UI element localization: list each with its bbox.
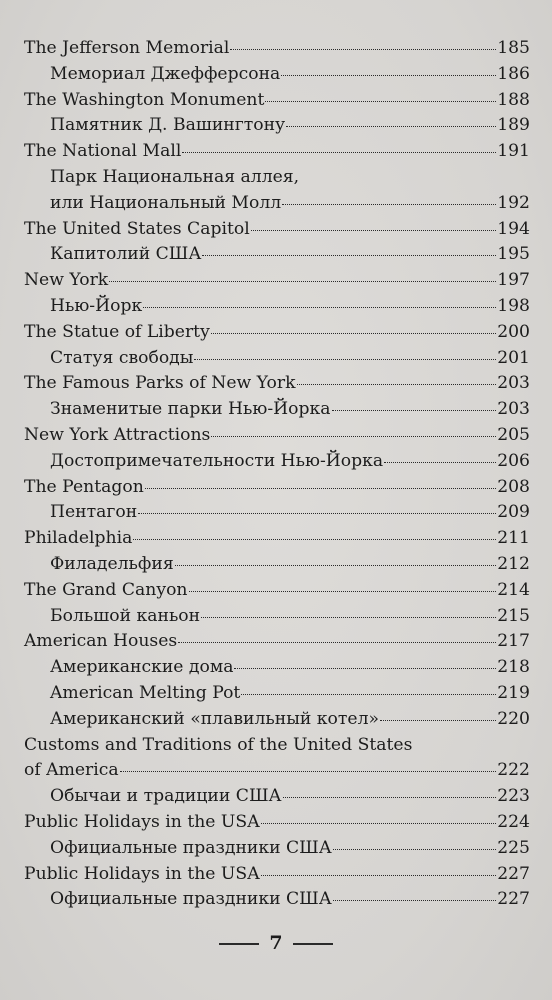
toc-entry-page: 212 (497, 553, 530, 574)
toc-entry-page: 201 (497, 347, 530, 368)
toc-entry (24, 244, 530, 270)
toc-entry (24, 528, 530, 554)
dot-leader (251, 230, 496, 231)
toc-entry-title: Пентагон (50, 502, 138, 523)
toc-entry-title: The National Mall (24, 141, 182, 162)
toc-entry-page: 198 (497, 295, 530, 316)
toc-entry-title: или Национальный Молл (50, 192, 282, 213)
toc-entry-title: Официальные праздники США (50, 889, 332, 910)
toc-entry (24, 219, 530, 245)
toc-entry (24, 864, 530, 890)
toc-entry-page: 203 (497, 373, 530, 394)
dot-leader (202, 255, 496, 256)
toc-entry (24, 425, 530, 451)
toc-entry-page: 200 (497, 321, 530, 342)
toc-entry-title: New York Attractions (24, 424, 211, 445)
dot-leader (281, 75, 496, 76)
toc-entry-title: New York (24, 270, 109, 291)
toc-entry-title: Public Holidays in the USA (24, 863, 260, 884)
toc-entry-title: Американский «плавильный котел» (50, 708, 380, 729)
toc-entry-title: American Houses (24, 631, 178, 652)
toc-entry-title: The Famous Parks of New York (24, 373, 296, 394)
toc-entry-title: Филадельфия (50, 553, 174, 574)
dot-leader (283, 797, 497, 798)
toc-entry-title: Знаменитые парки Нью-Йорка (50, 399, 331, 420)
toc-entry (24, 477, 530, 503)
toc-entry-page: 192 (497, 192, 530, 213)
toc-entry-title: Памятник Д. Вашингтону (50, 115, 286, 136)
toc-entry (24, 838, 530, 864)
toc-entry (24, 373, 530, 399)
toc-entry-page: 219 (497, 682, 530, 703)
toc-entry-page: 214 (497, 579, 530, 600)
toc-entry (24, 90, 530, 116)
toc-entry-page: 186 (497, 63, 530, 84)
toc-entry-title: Мемориал Джефферсона (50, 63, 281, 84)
dot-leader (182, 152, 496, 153)
dot-leader (265, 101, 496, 102)
dot-leader (234, 668, 496, 669)
dot-leader (333, 900, 496, 901)
toc-entry (24, 786, 530, 812)
toc-entry-title: Официальные праздники США (50, 837, 332, 858)
toc-entry-title: of America (24, 760, 119, 781)
toc-entry-page: 211 (497, 528, 530, 549)
toc-entry-title: The Washington Monument (24, 89, 265, 110)
dot-leader (175, 565, 497, 566)
toc-entry (24, 735, 530, 761)
toc-entry-title: The Pentagon (24, 476, 144, 497)
toc-entry-title: Public Holidays in the USA (24, 811, 260, 832)
toc-entry-title: Капитолий США (50, 244, 202, 265)
toc-entry-page: 215 (497, 605, 530, 626)
toc-entry-page: 206 (497, 450, 530, 471)
toc-entry-title: Достопримечательности Нью-Йорка (50, 450, 384, 471)
toc-entry-title: Customs and Traditions of the United States (24, 734, 413, 755)
toc-entry-page: 224 (497, 811, 530, 832)
toc-entry-page: 227 (497, 863, 530, 884)
toc-entry-title: The Grand Canyon (24, 579, 188, 600)
dot-leader (143, 307, 496, 308)
page-footer (0, 932, 552, 954)
footer-dash-left (219, 943, 259, 945)
toc-entry-title: American Melting Pot (50, 682, 241, 703)
dot-leader (241, 694, 496, 695)
toc-entry-page: 205 (497, 424, 530, 445)
toc-entry (24, 451, 530, 477)
toc-entry-title: Нью-Йорк (50, 295, 143, 316)
dot-leader (332, 410, 497, 411)
dot-leader (133, 539, 496, 540)
toc-entry-page: 225 (497, 837, 530, 858)
toc-entry (24, 812, 530, 838)
dot-leader (194, 359, 496, 360)
toc-entry-title: Американские дома (50, 657, 234, 678)
toc-entry-page: 197 (497, 270, 530, 291)
toc-entry-page: 209 (497, 502, 530, 523)
dot-leader (384, 462, 496, 463)
dot-leader (178, 642, 496, 643)
dot-leader (120, 771, 497, 772)
dot-leader (145, 488, 496, 489)
toc-entry (24, 115, 530, 141)
toc-entry (24, 580, 530, 606)
toc-entry-page: 223 (497, 786, 530, 807)
dot-leader (261, 823, 497, 824)
toc-entry-page: 220 (497, 708, 530, 729)
toc-entry-page: 195 (497, 244, 530, 265)
dot-leader (286, 126, 496, 127)
toc-entry-page: 194 (497, 218, 530, 239)
toc-entry-title: The Jefferson Memorial (24, 38, 230, 58)
toc-entry (24, 606, 530, 632)
dot-leader (333, 849, 496, 850)
dot-leader (211, 436, 496, 437)
toc-entry (24, 322, 530, 348)
toc-entry-page: 222 (497, 760, 530, 781)
toc-entry-title: The Statue of Liberty (24, 321, 210, 342)
toc-entry-page: 203 (497, 399, 530, 420)
footer-dash-right (293, 943, 333, 945)
toc-entry-title: Philadelphia (24, 528, 133, 549)
toc-entry (24, 683, 530, 709)
toc-entry-page: 218 (497, 657, 530, 678)
toc-entry-page: 208 (497, 476, 530, 497)
toc-entry-title: The United States Capitol (24, 218, 250, 239)
dot-leader (297, 384, 497, 385)
toc-entry (24, 631, 530, 657)
toc-entry (24, 348, 530, 374)
toc-entry (24, 167, 530, 193)
toc-entry-title: Обычаи и традиции США (50, 786, 282, 807)
dot-leader (282, 204, 496, 205)
toc-entry-page: 217 (497, 631, 530, 652)
table-of-contents (24, 38, 530, 915)
toc-entry-page: 191 (497, 141, 530, 162)
dot-leader (189, 591, 497, 592)
toc-entry (24, 193, 530, 219)
dot-leader (211, 333, 496, 334)
toc-entry-page: 185 (497, 38, 530, 58)
dot-leader (261, 875, 497, 876)
toc-entry-page: 189 (497, 115, 530, 136)
dot-leader (230, 49, 496, 50)
dot-leader (138, 513, 496, 514)
toc-entry-title: Большой каньон (50, 605, 201, 626)
toc-entry (24, 657, 530, 683)
toc-entry (24, 296, 530, 322)
dot-leader (380, 720, 496, 721)
toc-entry-title: Парк Национальная аллея, (50, 166, 300, 187)
toc-entry-page: 188 (497, 89, 530, 110)
toc-entry (24, 64, 530, 90)
toc-entry (24, 38, 530, 64)
toc-entry-title: Статуя свободы (50, 347, 194, 368)
toc-entry (24, 760, 530, 786)
page-number: 7 (269, 932, 283, 954)
toc-entry (24, 399, 530, 425)
dot-leader (109, 281, 496, 282)
toc-entry (24, 141, 530, 167)
toc-entry (24, 554, 530, 580)
toc-entry (24, 889, 530, 915)
dot-leader (201, 617, 496, 618)
toc-entry-page: 227 (497, 889, 530, 910)
toc-entry (24, 502, 530, 528)
toc-entry (24, 270, 530, 296)
toc-entry (24, 709, 530, 735)
